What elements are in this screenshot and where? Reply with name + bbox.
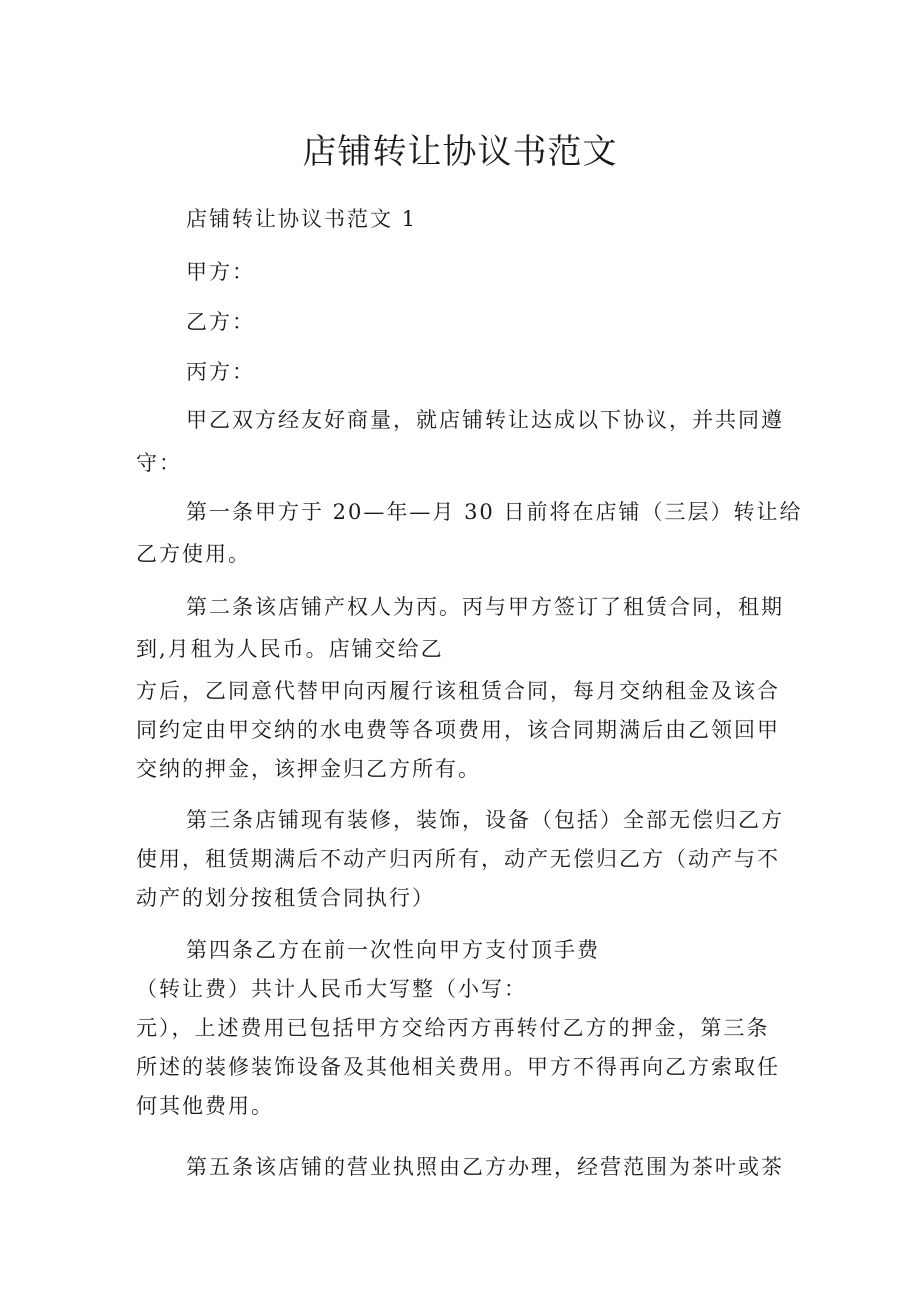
party-a-line: 甲方： — [186, 260, 255, 284]
article-3-line: 第三条店铺现有装修，装饰，设备（包括）全部无偿归乙方 — [186, 808, 784, 832]
article-2-line: 同约定由甲交纳的水电费等各项费用，该合同期满后由乙领回甲 — [136, 718, 780, 742]
article-2-line: 方后，乙同意代替甲向丙履行该租赁合同，每月交纳租金及该合 — [136, 679, 780, 703]
article-5-line: 第五条该店铺的营业执照由乙方办理，经营范围为茶叶或茶 — [186, 1155, 784, 1179]
article-2-line: 第二条该店铺产权人为丙。丙与甲方签订了租赁合同，租期 — [186, 595, 784, 619]
article-4-line: 元），上述费用已包括甲方交给丙方再转付乙方的押金，第三条 — [136, 1016, 770, 1040]
article-1-line: 第一条甲方于 20—年—月 30 日前将在店铺（三层）转让给 — [186, 500, 803, 524]
section-heading: 店铺转让协议书范文 1 — [186, 207, 418, 231]
article-3-line: 使用，租赁期满后不动产归丙所有，动产无偿归乙方（动产与不 — [136, 847, 780, 871]
party-b-line: 乙方： — [186, 310, 255, 334]
party-c-line: 丙方： — [186, 360, 255, 384]
intro-paragraph-line: 甲乙双方经友好商量，就店铺转让达成以下协议，并共同遵 — [186, 408, 784, 432]
article-4-line: （转让费）共计人民币大写整（小写： — [136, 977, 527, 1001]
article-2-line: 交纳的押金，该押金归乙方所有。 — [136, 757, 481, 781]
document-title: 店铺转让协议书范文 — [302, 132, 618, 172]
article-4-line: 第四条乙方在前一次性向甲方支付顶手费 — [186, 938, 600, 962]
article-3-line: 动产的划分按租赁合同执行） — [136, 886, 435, 910]
article-2-line: 到,月租为人民币。店铺交给乙 — [136, 637, 444, 661]
article-1-line: 乙方使用。 — [136, 542, 251, 566]
article-4-line: 所述的装修装饰设备及其他相关费用。甲方不得再向乙方索取任 — [136, 1055, 780, 1079]
article-4-line: 何其他费用。 — [136, 1094, 274, 1118]
intro-paragraph-line: 守： — [136, 451, 182, 475]
